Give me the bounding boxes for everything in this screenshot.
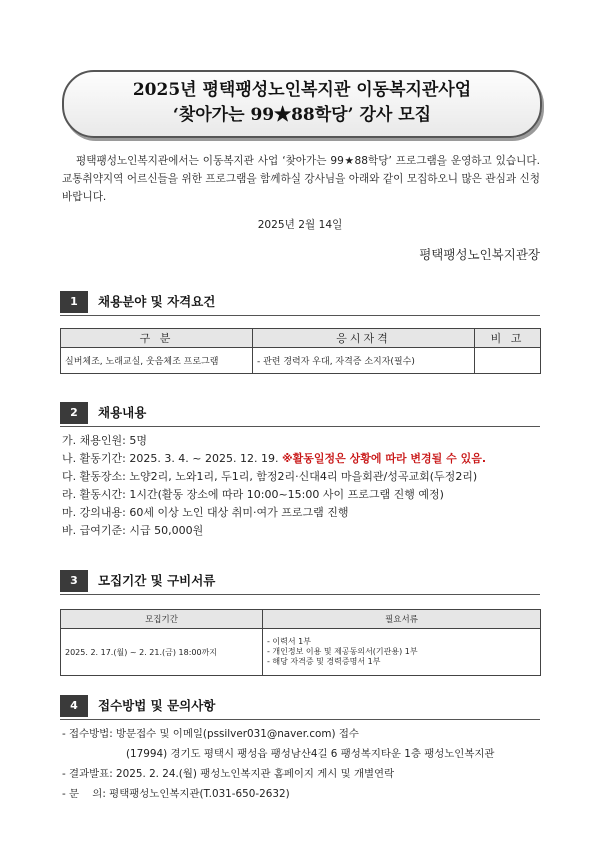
- column-header: 구 분: [61, 329, 253, 348]
- item-label: 나. 활동기간:: [62, 452, 130, 465]
- title-line-1: 2025년 평택팽성노인복지관 이동복지관사업: [132, 80, 472, 100]
- list-item: [62, 432, 486, 450]
- section-number: 2: [60, 402, 88, 424]
- list-item: [62, 784, 494, 804]
- section-1-header: [60, 291, 540, 313]
- item-label: 다. 활동장소:: [62, 470, 130, 483]
- issuer: 평택팽성노인복지관장: [419, 247, 540, 262]
- title-banner: [62, 70, 542, 138]
- list-item: [62, 744, 494, 764]
- item-text: 2025. 2. 24.(월) 팽성노인복지관 홈페이지 게시 및 개별연락: [116, 768, 395, 780]
- notice-date: 2025년 2월 14일: [257, 219, 343, 231]
- section-3-header: [60, 570, 540, 592]
- item-text: 노양2리, 노와1리, 두1리, 함정2리·신대4리 마을회관/성곡교회(두정2리): [129, 470, 478, 483]
- list-item: [62, 450, 486, 468]
- section-divider: [60, 426, 540, 427]
- section-divider: [60, 594, 540, 595]
- item-text: 1시간(활동 장소에 따라 10:00~15:00 사이 프로그램 진행 예정): [129, 488, 444, 501]
- document-item: - 개인정보 이용 및 제공동의서(기관용) 1부: [267, 647, 418, 656]
- item-label: - 결과발표:: [62, 768, 117, 780]
- period-documents-table: [60, 609, 541, 676]
- section-title: 접수방법 및 문의사항: [98, 698, 216, 713]
- item-label: 가. 채용인원:: [62, 434, 130, 447]
- table-row: [61, 629, 541, 676]
- schedule-notice: ※활동일정은 상황에 따라 변경될 수 있음.: [281, 452, 487, 465]
- column-header: 응시자격: [253, 329, 475, 348]
- section-4-header: [60, 695, 540, 717]
- intro-paragraph: 평택팽성노인복지관에서는 이동복지관 사업 ‘찾아가는 99★88학당’ 프로그램을 운영하고 있습니다. 교통취약지역 어르신들을 위한 프로그램을 함께하실 강사님을 아래와 같이 모집하오니 많은 관심과 신청 바랍니다.: [62, 155, 540, 203]
- list-item: [62, 522, 486, 540]
- item-text: 2025. 3. 4. ~ 2025. 12. 19.: [129, 452, 282, 465]
- remarks-cell: [475, 348, 541, 374]
- period-cell: 2025. 2. 17.(월) ~ 2. 21.(금) 18:00까지: [61, 629, 263, 676]
- column-header: 필요서류: [263, 610, 541, 629]
- documents-cell: [263, 629, 541, 676]
- section-title: 채용내용: [98, 405, 147, 420]
- item-label: 바. 급여기준:: [62, 524, 130, 537]
- section-number: 3: [60, 570, 88, 592]
- application-info: [62, 724, 494, 804]
- list-item: [62, 504, 486, 522]
- document-item: - 해당 자격증 및 경력증명서 1부: [267, 657, 381, 666]
- section-number: 1: [60, 291, 88, 313]
- document-item: - 이력서 1부: [267, 637, 311, 646]
- section-number: 4: [60, 695, 88, 717]
- section-divider: [60, 315, 540, 316]
- list-item: [62, 724, 494, 744]
- item-text: 5명: [129, 434, 147, 447]
- item-text: 시급 50,000원: [129, 524, 204, 537]
- column-header: 모집기간: [61, 610, 263, 629]
- table-header-row: [61, 329, 541, 348]
- item-label: - 문 의:: [62, 788, 110, 800]
- table-row: [61, 348, 541, 374]
- list-item: [62, 486, 486, 504]
- item-text: (17994) 경기도 평택시 팽성읍 팽성남산4길 6 팽성복지타운 1층 팽성노인복지관: [126, 748, 495, 760]
- list-item: [62, 468, 486, 486]
- qualification-cell: - 관련 경력자 우대, 자격증 소지자(필수): [253, 348, 475, 374]
- item-label: - 접수방법:: [62, 728, 117, 740]
- item-label: 마. 강의내용:: [62, 506, 130, 519]
- item-text: 방문접수 및 이메일(pssilver031@naver.com) 접수: [116, 728, 359, 740]
- list-item: [62, 764, 494, 784]
- section-divider: [60, 719, 540, 720]
- title-line-2: ‘찾아가는 99★88학당’ 강사 모집: [172, 105, 432, 125]
- section-2-header: [60, 402, 540, 424]
- item-label: 라. 활동시간:: [62, 488, 130, 501]
- item-text: 평택팽성노인복지관(T.031-650-2632): [109, 788, 290, 800]
- table-header-row: [61, 610, 541, 629]
- item-text: 60세 이상 노인 대상 취미·여가 프로그램 진행: [129, 506, 349, 519]
- section-title: 모집기간 및 구비서류: [98, 573, 216, 588]
- column-header: 비 고: [475, 329, 541, 348]
- field-cell: 실버체조, 노래교실, 웃음체조 프로그램: [61, 348, 253, 374]
- section-title: 채용분야 및 자격요건: [98, 294, 216, 309]
- qualification-table: [60, 328, 541, 374]
- recruitment-details: [62, 432, 486, 540]
